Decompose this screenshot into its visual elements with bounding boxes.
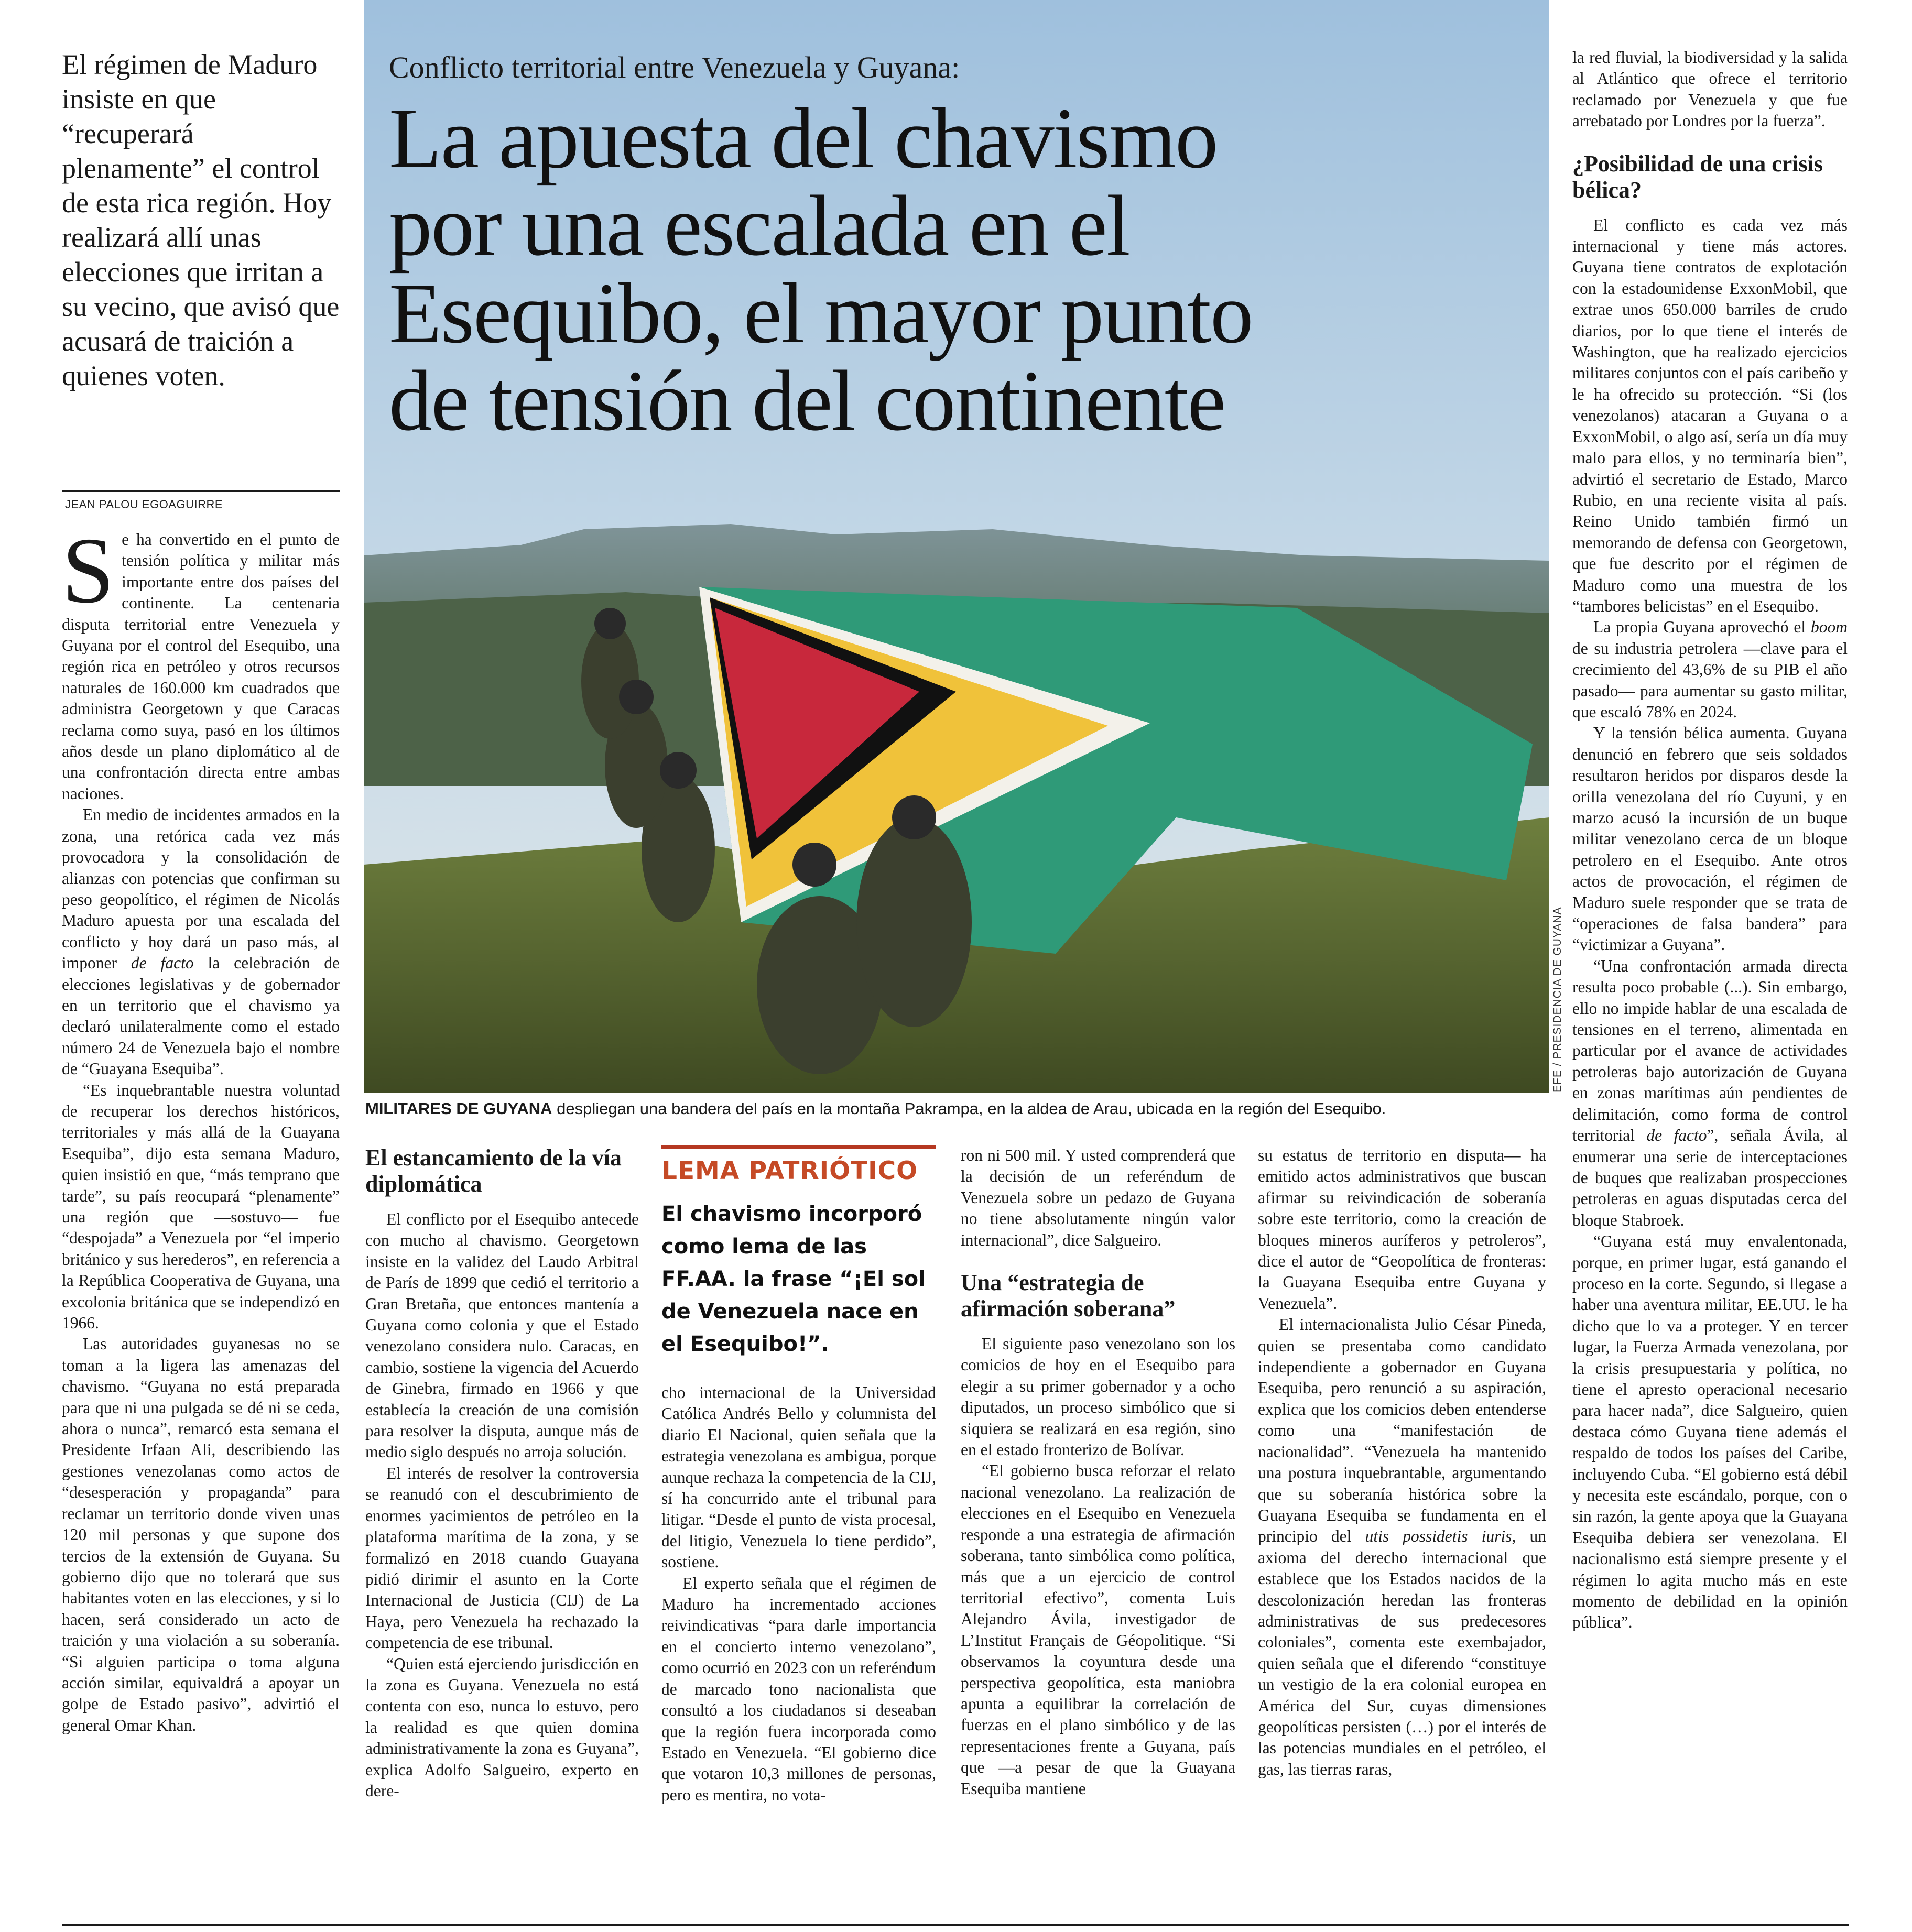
paragraph: e ha convertido en el punto de tensión política y militar más importante entre dos países del continente. La centenaria disputa territorial entre Venezuela y Guyana por el control del Esequibo, una región rica en petróleo y otros recursos naturales de 160.000 km cuadrados que administra Georgetown y que Caracas reclama como suya, pasó en los últimos años desde un plano diplomático al de una confrontación directa entre ambas naciones. <box>62 530 340 803</box>
photo-credit: EFE / PRESIDENCIA DE GUYANA <box>1551 907 1563 1093</box>
paragraph: El interés de resolver la controversia se reanudó con el descubrimiento de enormes yacimientos de petróleo en la plataforma marítima de la zona, y se formalizó en 2018 cuando Guayana pidió dirimir el asunto en la Corte Internacional de Justicia (CIJ) de La Haya, pero Venezuela ha rechazado la competencia de ese tribunal. <box>365 1464 639 1652</box>
caption-lead: MILITARES DE GUYANA <box>365 1099 552 1118</box>
drop-cap: S <box>62 518 115 623</box>
paragraph: El experto señala que el régimen de Maduro ha incrementado acciones reivindicativas “para darle importancia en el concierto interno venezolano”, como ocurrió en 2023 con un referéndum de marcado tono nacionalista que consultó a los ciudadanos si deseaban que la región fuera incorporada como Estado en Venezuela. “El gobierno dice que votaron 10,3 millones de personas, pero es mentira, no vota- <box>661 1574 936 1804</box>
caption-text: despliegan una bandera del país en la montaña Pakrampa, en la aldea de Arau, ubicada en la región del Esequibo. <box>557 1099 1386 1118</box>
photo-caption <box>365 1099 1571 1118</box>
bottom-rule <box>62 1924 1849 1926</box>
subhead: Una “estrategia de afirmación soberana” <box>961 1270 1176 1322</box>
article-column-1: Se ha convertido en el punto de tensión política y militar más importante entre dos países del continente. La centenaria disputa territorial entre Venezuela y Guyana por el control del Esequibo, una región rica en petróleo y otros recursos naturales de 160.000 km cuadrados que administra Georgetown y que Caracas reclama como suya, pasó en los últimos años desde un plano diplomático al de una confrontación directa entre ambas naciones. En medio de incidentes armados en la zona, una retórica cada vez más provocadora y la consolidación de alianzas con potencias que confirman su peso geopolítico, el régimen de Nicolás Maduro apuesta por una escalada del conflicto y hoy dará un paso más, al imponer de facto la celebración de elecciones legislativas y de gobernador en un territorio que el chavismo ya declaró unilateralmente como el estado número 24 de Venezuela bajo el nombre de “Guayana Esequiba”. “Es inquebrantable nuestra voluntad de recuperar los derechos históricos, territoriales y más allá de la Guayana Esequiba”, dijo esta semana Maduro, quien insistió en que, “más temprano que tarde”, su país reocupará “plenamente” una región que —sostuvo— fue “despojada” a Venezuela por “el imperio británico y sus herederos”, en referencia a la República Cooperativa de Guyana, una excolonia británica que se independizó en 1966. Las autoridades guyanesas no se toman a la ligera las amenazas del chavismo. “Guyana no está preparada para que ni una pulgada se dé ni se ceda, ahora o nunca”, remarcó esta semana el Presidente Irfaan Ali, describiendo las gestiones venezolanas como actos de “desesperación y propaganda” para reclamar un territorio donde viven unas 120 mil personas y que supone dos tercios de la extensión de Guyana. Su gobierno dijo que no tolerará que sus habitantes voten en las elecciones, y si lo hacen, será considerado un acto de traición y una violación a su soberanía. “Si alguien participa o toma alguna acción similar, equivaldrá a apoyar un golpe de Estado pasivo”, advirtió el general Omar Khan. <box>62 529 340 1736</box>
paragraph: “Guyana está muy envalentonada, porque, en primer lugar, está ganando el proceso en la corte. Segundo, si llegase a haber una aventura militar, EE.UU. le ha dicho que lo va a proteger. Y en tercer lugar, la Fuerza Armada venezolana, por la crisis presupuestaria y política, no tiene el apresto operacional necesario para hacer nada”, dice Salgueiro, quien destaca cómo Guyana tiene además el respaldo de todos los países del Caribe, incluyendo Cuba. “El gobierno está débil y necesita este escándalo, porque, con o sin razón, la gente apoya que la Guayana Esequiba debiera ser venezolana. El nacionalismo está siempre presente y el régimen lo agita mucho más en este momento de debilidad en la opinión pública”. <box>1572 1232 1848 1632</box>
paragraph: su estatus de territorio en disputa— ha emitido actos administrativos que buscan afirmar su reivindicación de soberanía sobre este territorio, como la creación de bloques mineros auríferos y petroleros”, dice el autor de “Geopolítica de fronteras: la Guayana Esequiba entre Guyana y Venezuela”. <box>1258 1146 1546 1313</box>
paragraph: la red fluvial, la biodiversidad y la salida al Atlántico que ofrece el territorio reclamado por Venezuela y que fue arrebatado por Londres por la fuerza”. <box>1572 48 1848 130</box>
subhead: El estancamiento de la vía diplomática <box>365 1145 622 1197</box>
paragraph: Las autoridades guyanesas no se toman a la ligera las amenazas del chavismo. “Guyana no está preparada para que ni una pulgada se dé ni se ceda, ahora o nunca”, remarcó esta semana el Presidente Irfaan Ali, describiendo las gestiones venezolanas como actos de “desesperación y propaganda” para reclamar un territorio donde viven unas 120 mil personas y que supone dos tercios de la extensión de Guyana. Su gobierno dijo que no tolerará que sus habitantes voten en las elecciones, y si lo hacen, será considerado un acto de traición y una violación a su soberanía. “Si alguien participa o toma alguna acción similar, equivaldrá a apoyar un golpe de Estado pasivo”, advirtió el general Omar Khan. <box>62 1335 340 1734</box>
paragraph: Y la tensión bélica aumenta. Guyana denunció en febrero que seis soldados resultaron heridos por disparos desde la orilla venezolana del río Cuyuni, y en marzo acusó la incursión de un buque militar venezolano cerca de un bloque petrolero en el Esequibo. Ante otros actos de provocación, el régimen de Maduro suele responder que se trata de “operaciones de falsa bandera” para “victimizar a Guyana”. <box>1572 724 1848 954</box>
paragraph: El conflicto es cada vez más internacional y tiene más actores. Guyana tiene contratos de explotación con la estadounidense ExxonMobil, que extrae unos 650.000 barriles de crudo diarios, por lo que tiene el interés de Washington, que ha realizado ejercicios militares conjuntos con el país caribeño y le ha ofrecido su protección. “Si (los venezolanos) atacaran a Guyana o a ExxonMobil, o algo así, sería un día muy malo para ellos, y no terminaría bien”, advirtió el secretario de Estado, Marco Rubio, en una reciente visita al país. Reino Unido también firmó un memorando de defensa con Georgetown, que fue descrito por el régimen de Maduro como una muestra de los “tambores belicistas” en el Esequibo. <box>1572 215 1848 615</box>
paragraph: El conflicto por el Esequibo antecede con mucho al chavismo. Georgetown insiste en la validez del Laudo Arbitral de París de 1899 que cedió el territorio a Gran Bretaña, que entonces mantenía a Guyana como colonia y que el Estado venezolano considera nulo. Caracas, en cambio, sostiene la vigencia del Acuerdo de Ginebra, firmado en 1966 y que establecía la creación de una comisión para resolver la disputa, aunque más de medio siglo después no arroja solución. <box>365 1210 639 1461</box>
paragraph: “El gobierno busca reforzar el relato nacional venezolano. La realización de elecciones en el Esequibo en Venezuela responde a una estrategia de afirmación soberana, tanto simbólica como política, más que a un ejercicio de control territorial efectivo”, comenta Luis Alejandro Ávila, investigador de L’Institut Français de Géopolitique. “Si observamos la coyuntura desde una perspectiva geopolítica, esta maniobra apunta a equilibrar la correlación de fuerzas en el plano simbólico y de las representaciones frente a Guyana, país que —a pesar de que la Guayana Esequiba mantiene <box>961 1461 1235 1798</box>
paragraph: El siguiente paso venezolano son los comicios de hoy en el Esequibo para elegir a su primer gobernador y a ocho diputados, un proceso simbólico que si siquiera se realizará en esa región, sino en el estado fronterizo de Bolívar. <box>961 1335 1235 1459</box>
paragraph: ron ni 500 mil. Y usted comprenderá que la decisión de un referéndum de Venezuela sobre un pedazo de Guyana no tiene absolutamente ningún valor internacional”, dice Salgueiro. <box>961 1146 1235 1249</box>
article-column-5: su estatus de territorio en disputa— ha emitido actos administrativos que buscan afirmar su reivindicación de soberanía sobre este territorio, como la creación de bloques mineros auríferos y petroleros”, dice el autor de “Geopolítica de fronteras: la Guayana Esequiba entre Guyana y Venezuela”. El internacionalista Julio César Pineda, quien se presentaba como candidato independiente a gobernador en Guyana Esequiba, pero renunció a su aspiración, explica que los comicios deben entenderse como una “manifestación de nacionalidad”. “Venezuela ha mantenido una postura inquebrantable, argumentando que su soberanía histórica sobre la Guayana Esequiba se fundamenta en el principio del utis possidetis iuris, un axioma del derecho internacional que establece que los Estados nacidos de la descolonización heredan las fronteras administrativas de sus predecesores coloniales”, comenta este exembajador, quien señala que el diferendo “constituye un vestigio de la era colonial europea en América del Sur, cuyas dimensiones geopolíticas persisten (…) por el interés de las potencias mundiales en el petróleo, el gas, las tierras raras, <box>1258 1146 1546 1778</box>
headline: La apuesta del chavismo por una escalada en el Esequibo, el mayor punto de tensión del continente <box>389 90 1253 449</box>
lede-summary: El régimen de Maduro insiste en que “recuperará plenamente” el control de esta rica región. Hoy realizará allí unas elecciones que irritan a su vecino, que avisó que acusará de traición a quienes voten. <box>62 49 340 391</box>
paragraph: cho internacional de la Universidad Católica Andrés Bello y columnista del diario El Nacional, quien señala que la estrategia venezolana es ambigua, porque aunque rechaza la competencia de la CIJ, sí ha concurrido ante el tribunal para litigar. “Desde el punto de vista procesal, del litigio, Venezuela lo tiene perdido”, sostiene. <box>661 1383 936 1571</box>
sidebar-box <box>661 1145 936 1360</box>
article-column-2 <box>365 1145 639 1802</box>
sidebar-body: El chavismo incorporó como lema de las FF.AA. la frase “¡El sol de Venezuela nace en el Esequibo!”. <box>661 1202 926 1356</box>
subhead: ¿Posibilidad de una crisis bélica? <box>1572 150 1823 203</box>
article-column-6: la red fluvial, la biodiversidad y la salida al Atlántico que ofrece el territorio reclamado por Venezuela y que fue arrebatado por Londres por la fuerza”. ¿Posibilidad de una crisis bélica? El conflicto es cada vez más internacional y tiene más actores. Guyana tiene contratos de explotación con la estadounidense ExxonMobil, que extrae unos 650.000 barriles de crudo diarios, por lo que tiene el interés de Washington, que ha realizado ejercicios militares conjuntos con el país caribeño y le ha ofrecido su protección. “Si (los venezolanos) atacaran a Guyana o a ExxonMobil, o algo así, sería un día muy malo para ellos, y no terminaría bien”, advirtió el secretario de Estado, Marco Rubio, en una reciente visita al país. Reino Unido también firmó un memorando de defensa con Georgetown, que fue descrito por el régimen de Maduro como una muestra de los “tambores belicistas” en el Esequibo. La propia Guyana aprovechó el boom de su industria petrolera —clave para el crecimiento del 43,6% de su PIB el año pasado— para aumentar su gasto militar, que escaló 78% en 2024. Y la tensión bélica aumenta. Guyana denunció en febrero que seis soldados resultaron heridos por disparos desde la orilla venezolana del río Cuyuni, y en marzo acusó la incursión de un buque militar venezolano cerca de un bloque petrolero en el Esequibo. Ante otros actos de provocación, el régimen de Maduro suele responder que se trata de “operaciones de falsa bandera” para “victimizar a Guyana”. “Una confrontación armada directa resulta poco probable (...). Sin embargo, ello no impide hablar de una escalada de tensiones en el terreno, alimentada en particular por el avance de actividades petroleras bajo autorización de Guyana en zonas marítimas aún pendientes de delimitación, como forma de control territorial de facto”, señala Ávila, al enumerar una serie de interceptaciones de buques que realizaban prospecciones petroleras en aguas disputadas cerca del bloque Stabroek. “Guyana está muy envalentonada, porque, en primer lugar, está ganando el proceso en la corte. Segundo, si llegase a haber una aventura militar, EE.UU. le ha dicho que lo va a proteger. Y en tercer lugar, la Fuerza Armada venezolana, por la crisis presupuestaria y política, no tiene el apresto operacional necesario para hacer nada”, dice Salgueiro, quien destaca cómo Guyana tiene además el respaldo de todos los países del Caribe, incluyendo Cuba. “El gobierno está débil y necesita este escándalo, porque, con o sin razón, la gente apoya que la Guayana Esequiba debiera ser venezolana. El nacionalismo está siempre presente y el régimen lo agita mucho más en este momento de debilidad en la opinión pública”. <box>1572 47 1848 1633</box>
article-column-3 <box>661 1382 936 1806</box>
byline-rule <box>62 490 340 492</box>
paragraph: “Quien está ejerciendo jurisdicción en la zona es Guyana. Venezuela no está contenta con eso, nunca lo estuvo, pero la realidad es que quien domina administrativamente la zona es Guyana”, explica Adolfo Salgueiro, experto en dere- <box>365 1654 639 1800</box>
paragraph: “Es inquebrantable nuestra voluntad de recuperar los derechos históricos, territoriales y más allá de la Guayana Esequiba”, dijo esta semana Maduro, quien insistió en que, “más temprano que tarde”, su país reocupará “plenamente” una región que —sostuvo— fue “despojada” a Venezuela por “el imperio británico y sus herederos”, en referencia a la República Cooperativa de Guyana, una excolonia británica que se independizó en 1966. <box>62 1080 340 1333</box>
byline: JEAN PALOU EGOAGUIRRE <box>65 498 223 511</box>
article-column-4 <box>961 1145 1235 1799</box>
sidebar-title: LEMA PATRIÓTICO <box>661 1145 936 1185</box>
kicker: Conflicto territorial entre Venezuela y Guyana: <box>389 50 960 84</box>
